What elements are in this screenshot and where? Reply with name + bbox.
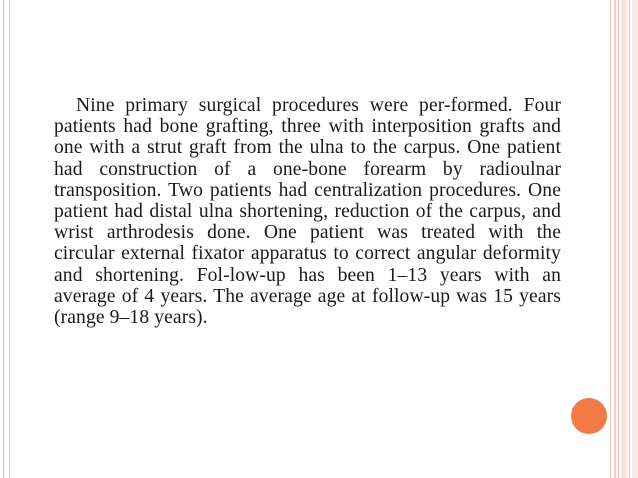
stripe: [614, 0, 616, 478]
left-border-line: [9, 0, 10, 478]
orange-circle-decoration: [571, 398, 607, 434]
stripe: [610, 0, 611, 478]
stripe: [629, 0, 630, 478]
left-border-line: [3, 0, 4, 478]
stripe: [632, 0, 638, 478]
stripe: [618, 0, 619, 478]
stripe: [621, 0, 627, 478]
body-paragraph: Nine primary surgical procedures were per-formed. Four patients had bone grafting, three with interposition grafts and one with a strut graft from the ulna to the carpus. One patient had construction of a one-bone forearm by radioulnar transposition. Two patients had centralization procedures. One patient had distal ulna shortening, reduction of the carpus, and wrist arthrodesis done. One patient was treated with the circular external fixator apparatus to correct angular deformity and shortening. Fol-low-up has been 1–13 years with an average of 4 years. The average age at follow-up was 15 years (range 9–18 years).: [54, 95, 561, 329]
right-decorative-stripes: [608, 0, 638, 478]
